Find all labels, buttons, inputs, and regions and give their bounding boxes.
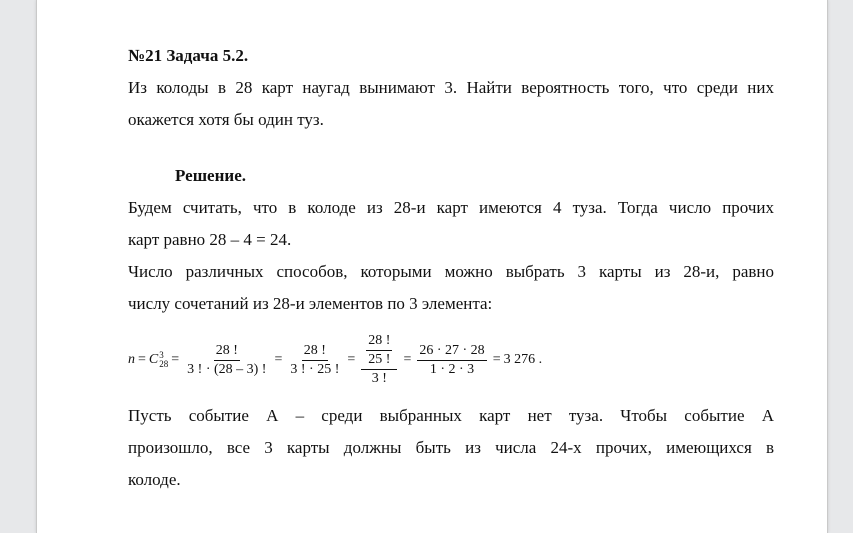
formula-c-sub: 28	[159, 359, 169, 369]
formula-equals-6: =	[492, 352, 501, 367]
fraction-2-denominator: 3 ! · 25 !	[290, 361, 340, 377]
paragraph-3-line-1: Пусть событие А – среди выбранных карт нет туза. Чтобы событие А	[128, 406, 774, 425]
paragraph-3-line-3: колоде.	[128, 470, 181, 489]
formula-n: n	[128, 352, 135, 367]
formula-equals-3: =	[274, 352, 283, 367]
formula-equals-2: =	[171, 352, 180, 367]
spacer	[128, 136, 774, 160]
formula-equals-4: =	[347, 352, 356, 367]
fraction-3-denominator: 3 !	[371, 371, 387, 386]
fraction-2-numerator: 28 !	[302, 343, 328, 361]
formula-equals-5: =	[403, 352, 412, 367]
document-page	[36, 0, 828, 533]
paragraph-2-line-1: Число различных способов, которыми можно выбрать 3 карты из 28-и, равно	[128, 262, 774, 281]
fraction-1-denominator: 3 ! · (28 – 3) !	[187, 361, 267, 377]
paragraph-3-line-2: произошло, все 3 карты должны быть из числа 24-х прочих, имеющихся в	[128, 438, 774, 457]
formula-result: 3 276 .	[503, 352, 543, 367]
fraction-1	[185, 343, 268, 378]
problem-title: №21 Задача 5.2.	[128, 46, 249, 65]
solution-heading: Решение.	[175, 166, 246, 185]
formula-c-sup: 3	[159, 350, 164, 360]
fraction-3	[361, 333, 397, 387]
fraction-2	[288, 343, 341, 378]
fraction-3-inner-denominator: 25 !	[368, 352, 391, 367]
fraction-4-denominator: 1 · 2 · 3	[429, 361, 475, 377]
fraction-3-inner	[366, 333, 392, 368]
formula-c: C	[148, 352, 159, 367]
fraction-1-numerator: 28 !	[214, 343, 240, 361]
paragraph-2-line-2: числу сочетаний из 28-и элементов по 3 элемента:	[128, 294, 493, 313]
paragraph-1-line-2: карт равно 28 – 4 = 24.	[128, 230, 292, 249]
fraction-3-inner-numerator: 28 !	[366, 333, 392, 351]
paragraph-1-line-1: Будем считать, что в колоде из 28-и карт имеются 4 туза. Тогда число прочих	[128, 198, 774, 217]
fraction-3-numerator	[361, 333, 397, 370]
document-content	[128, 40, 774, 496]
problem-text-line-1: Из колоды в 28 карт наугад вынимают 3. Найти вероятность того, что среди них	[128, 78, 774, 97]
fraction-4-numerator: 26 · 27 · 28	[417, 343, 486, 361]
formula-c-indices	[159, 351, 168, 369]
fraction-4	[417, 343, 486, 378]
combination-formula	[128, 320, 774, 400]
formula-equals-1: =	[138, 352, 146, 367]
problem-text-line-2: окажется хотя бы один туз.	[128, 110, 324, 129]
